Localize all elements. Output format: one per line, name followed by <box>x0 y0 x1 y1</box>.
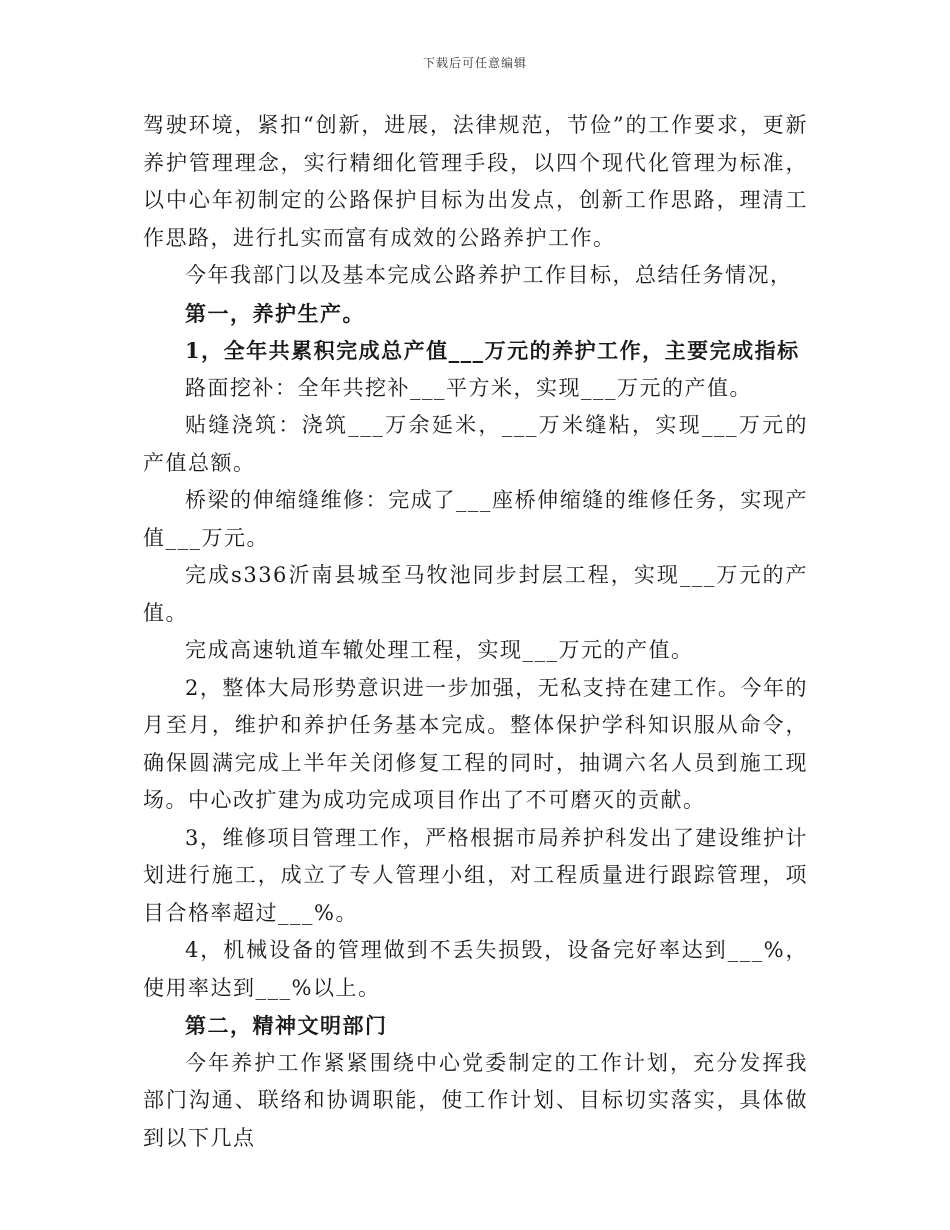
paragraph-rut-treatment: 完成高速轨道车辙处理工程，实现___万元的产值。 <box>185 638 694 662</box>
paragraph-crack-sealing: 贴缝浇筑：浇筑___万余延米，___万米缝粘，实现___万元的产值总额。 <box>143 413 808 475</box>
subheading-total-output: 1，全年共累积完成总产值___万元的养护工作，主要完成指标 <box>185 338 800 363</box>
paragraph-equipment: 4，机械设备的管理做到不丢失损毁，设备完好率达到___%，使用率达到___%以上。 <box>143 938 808 1000</box>
paragraph-overall-awareness: 2，整体大局形势意识进一步加强，无私支持在建工作。今年的月至月，维护和养护任务基本完成。整体保护学科知识服从命令，确保圆满完成上半年关闭修复工程的同时，抽调六名人员到施工现场。中心改扩建为成功完成项目作出了不可磨灭的贡献。 <box>143 675 808 812</box>
document-body <box>143 107 808 1157</box>
section-heading-maintenance: 第一，养护生产。 <box>185 300 365 326</box>
paragraph-work-plan: 今年养护工作紧紧围绕中心党委制定的工作计划，充分发挥我部门沟通、联络和协调职能，使工作计划、目标切实落实，具体做到以下几点 <box>143 1050 808 1150</box>
paragraph-intro-continued: 驾驶环境，紧扣“创新，进展，法律规范，节俭”的工作要求，更新养护管理理念，实行精细化管理手段，以四个现代化管理为标准，以中心年初制定的公路保护目标为出发点，创新工作思路，理清工作思路，进行扎实而富有成效的公路养护工作。 <box>143 113 808 250</box>
paragraph-bridge-joints: 桥梁的伸缩缝维修：完成了___座桥伸缩缝的维修任务，实现产值___万元。 <box>143 488 808 550</box>
paragraph-project-management: 3，维修项目管理工作，严格根据市局养护科发出了建设维护计划进行施工，成立了专人管理小组，对工程质量进行跟踪管理，项目合格率超过___%。 <box>143 825 808 925</box>
section-heading-civilization: 第二，精神文明部门 <box>185 1013 388 1038</box>
page-header: 下载后可任意编辑 <box>422 56 527 70</box>
paragraph-summary: 今年我部门以及基本完成公路养护工作目标，总结任务情况， <box>185 263 793 287</box>
paragraph-s336-project: 完成s336沂南县城至马牧池同步封层工程，实现___万元的产值。 <box>143 563 808 625</box>
paragraph-road-patching: 路面挖补：全年共挖补___平方米，实现___万元的产值。 <box>185 375 752 400</box>
